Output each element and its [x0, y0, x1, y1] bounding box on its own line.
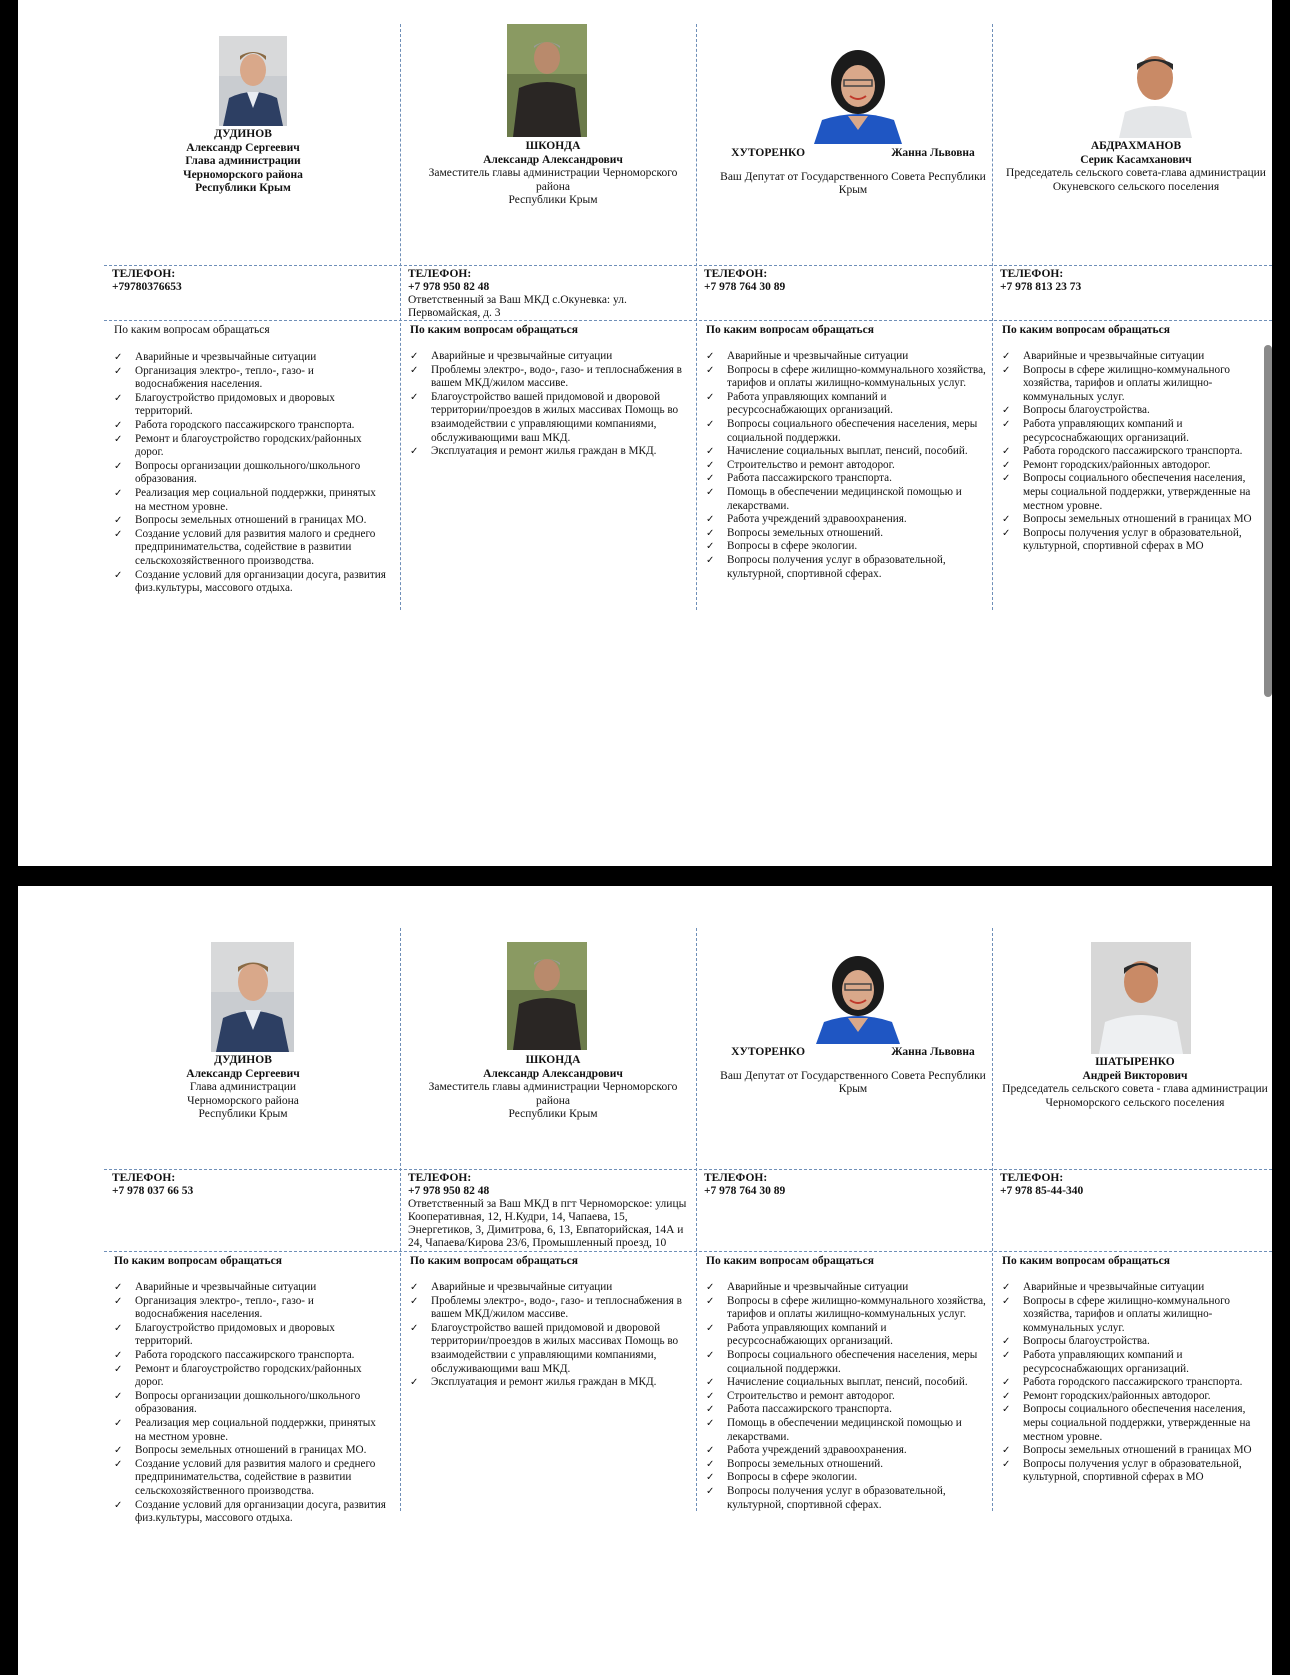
list-item: ✓ Начисление социальных выплат, пенсий, пособий.	[706, 445, 968, 458]
check-icon: ✓	[1002, 1377, 1011, 1389]
questions-list	[706, 1281, 986, 1512]
check-icon: ✓	[706, 351, 715, 362]
phone-label: ТЕЛЕФОН:	[408, 1172, 472, 1184]
list-item: ✓ Аварийные и чрезвычайные ситуации	[114, 1281, 317, 1293]
check-icon: ✓	[706, 1295, 715, 1307]
check-icon: ✓	[1002, 514, 1011, 526]
check-icon: ✓	[114, 392, 123, 404]
list-item: ✓ Вопросы организации дошкольного/школьного образования.	[114, 1389, 361, 1416]
list-item: ✓ Работа учреждений здравоохранения.	[706, 1444, 907, 1457]
person-surname: ШАТЫРЕНКО	[1095, 1056, 1175, 1068]
list-item: ✓ Работа управляющих компаний и ресурсоснабжающих организаций.	[706, 1321, 893, 1348]
check-icon: ✓	[706, 1349, 715, 1361]
check-icon: ✓	[114, 528, 123, 540]
check-icon: ✓	[706, 554, 715, 566]
person-surname: ДУДИНОВ	[214, 1054, 272, 1066]
check-icon: ✓	[114, 569, 123, 581]
questions-list	[1002, 350, 1272, 554]
questions-title: По каким вопросам обращаться	[410, 324, 578, 336]
phone-number[interactable]: +7 978 85-44-340	[1000, 1185, 1084, 1197]
questions-title: По каким вопросам обращаться	[114, 1255, 282, 1267]
list-item: ✓ Работа городского пассажирского транспорта.	[114, 1348, 355, 1361]
phone-number[interactable]: +79780376653	[112, 281, 182, 293]
check-icon: ✓	[1002, 527, 1011, 539]
list-item: ✓ Создание условий для развития малого и среднего предпринимательства, содействие в развитии сельскохозяйственного производства.	[114, 1457, 376, 1497]
row-divider	[104, 1169, 1272, 1170]
list-item: ✓ Вопросы в сфере жилищно-коммунального хозяйства, тарифов и оплаты жилищно-коммунальных услуг.	[706, 1294, 986, 1321]
check-icon: ✓	[410, 1282, 419, 1293]
person-position: Заместитель главы администрации Черноморского района	[428, 167, 678, 193]
phone-label: ТЕЛЕФОН:	[1000, 268, 1064, 280]
person-surname: ШКОНДА	[525, 140, 581, 152]
person-heading	[108, 1054, 378, 1122]
check-icon: ✓	[114, 1499, 123, 1511]
list-item: ✓ Создание условий для организации досуга, развития физ.культуры, массового отдыха.	[114, 1498, 386, 1525]
questions-title: По каким вопросам обращаться	[114, 324, 270, 336]
check-icon: ✓	[706, 446, 715, 458]
check-icon: ✓	[1002, 1458, 1011, 1470]
list-item: ✓ Вопросы в сфере экологии.	[706, 1471, 858, 1484]
portrait-photo	[507, 24, 587, 137]
check-icon: ✓	[706, 364, 715, 376]
check-icon: ✓	[706, 1377, 715, 1389]
person-position: Черноморского района	[187, 1094, 299, 1107]
list-item: ✓ Благоустройство придомовых и дворовых территорий.	[114, 391, 335, 418]
list-item: ✓ Вопросы земельных отношений в границах МО	[1002, 1444, 1252, 1457]
portrait-photo	[808, 38, 908, 144]
check-icon: ✓	[410, 1377, 419, 1389]
portrait-photo	[810, 946, 906, 1044]
person-name: ХУТОРЕНКО Жанна Львовна	[731, 147, 975, 159]
list-item: ✓ Благоустройство вашей придомовой и дворовой территории/проездов в жилых массивах Помощь во взаимодействии с управляющими компаниями, обслуживающими ваш МКД.	[410, 390, 679, 444]
list-item: ✓ Вопросы земельных отношений.	[706, 1457, 884, 1470]
check-icon: ✓	[1002, 1349, 1011, 1361]
questions-list	[410, 1281, 690, 1390]
list-item: ✓ Благоустройство вашей придомовой и дворовой территории/проездов в жилых массивах Помощь во взаимодействии с управляющими компаниями, обслуживающими ваш МКД.	[410, 1321, 679, 1375]
phone-label: ТЕЛЕФОН:	[112, 1172, 176, 1184]
list-item: ✓ Вопросы благоустройства.	[1002, 404, 1150, 417]
list-item: ✓ Аварийные и чрезвычайные ситуации	[706, 350, 909, 362]
portrait-photo	[211, 942, 294, 1052]
row-divider	[104, 320, 1272, 321]
person-name: Александр Сергеевич	[186, 141, 300, 154]
column-divider	[400, 928, 401, 1511]
document-page-2	[18, 886, 1272, 1675]
list-item: ✓ Вопросы социального обеспечения населения, меры социальной поддержки, утвержденные на местном уровне.	[1002, 1403, 1251, 1443]
person-surname: АБДРАХМАНОВ	[1090, 140, 1182, 152]
check-icon: ✓	[706, 541, 715, 553]
phone-block	[408, 268, 688, 320]
person-heading	[708, 1046, 998, 1097]
list-item: ✓ Вопросы получения услуг в образовательной, культурной, спортивной сферах.	[706, 1484, 946, 1511]
list-item: ✓ Создание условий для организации досуга, развития физ.культуры, массового отдыха.	[114, 568, 386, 595]
questions-list	[114, 351, 386, 596]
person-name: Андрей Викторович	[1082, 1069, 1188, 1082]
check-icon: ✓	[114, 1390, 123, 1402]
person-position: Республики Крым	[198, 1108, 288, 1120]
list-item: ✓ Ремонт городских/районных автодорог.	[1002, 458, 1211, 471]
check-icon: ✓	[114, 1458, 123, 1470]
questions-list	[706, 350, 986, 581]
check-icon: ✓	[114, 460, 123, 472]
list-item: ✓ Вопросы социального обеспечения населения, меры социальной поддержки, утвержденные на местном уровне.	[1002, 472, 1251, 512]
list-item: ✓ Аварийные и чрезвычайные ситуации	[1002, 350, 1205, 362]
list-item: ✓ Вопросы в сфере жилищно-коммунального хозяйства, тарифов и оплаты жилищно-коммунальных услуг.	[1002, 1294, 1230, 1334]
questions-list	[410, 350, 690, 459]
person-name: Александр Александрович	[483, 153, 623, 166]
person-position: Глава администрации	[185, 155, 301, 167]
person-heading	[418, 1054, 688, 1122]
check-icon: ✓	[114, 365, 123, 377]
list-item: ✓ Реализация мер социальной поддержки, принятых на местном уровне.	[114, 1416, 376, 1443]
column-divider	[992, 928, 993, 1511]
portrait-photo	[507, 942, 587, 1050]
person-position: Заместитель главы администрации Черноморского района	[428, 1081, 678, 1107]
phone-label: ТЕЛЕФОН:	[704, 268, 768, 280]
check-icon: ✓	[706, 391, 715, 403]
check-icon: ✓	[706, 418, 715, 430]
person-position: Республики Крым	[508, 1108, 598, 1120]
check-icon: ✓	[1002, 1282, 1011, 1293]
phone-number[interactable]: +7 978 950 82 48	[408, 281, 490, 293]
list-item: ✓ Работа управляющих компаний и ресурсоснабжающих организаций.	[1002, 1348, 1189, 1375]
list-item: ✓ Работа пассажирского транспорта.	[706, 1403, 892, 1416]
check-icon: ✓	[114, 515, 123, 527]
list-item: ✓ Работа управляющих компаний и ресурсоснабжающих организаций.	[706, 390, 893, 417]
portrait-photo	[1091, 942, 1191, 1054]
check-icon: ✓	[706, 1472, 715, 1484]
person-position: Председатель сельского совета-глава администрации Окуневского сельского поселения	[1006, 167, 1266, 193]
row-divider	[104, 265, 1272, 266]
check-icon: ✓	[114, 1322, 123, 1334]
list-item: ✓ Помощь в обеспечении медицинской помощью и лекарствами.	[706, 485, 962, 512]
questions-title: По каким вопросам обращаться	[706, 1255, 874, 1267]
portrait-photo	[1115, 42, 1196, 138]
list-item: ✓ Вопросы земельных отношений в границах МО	[1002, 513, 1252, 526]
person-position: Председатель сельского совета - глава администрации Черноморского сельского поселения	[1002, 1083, 1268, 1109]
phone-label: ТЕЛЕФОН:	[112, 268, 176, 280]
check-icon: ✓	[1002, 418, 1011, 430]
list-item: ✓ Аварийные и чрезвычайные ситуации	[1002, 1281, 1205, 1293]
check-icon: ✓	[114, 1295, 123, 1307]
check-icon: ✓	[706, 1485, 715, 1497]
person-heading	[418, 140, 688, 208]
check-icon: ✓	[114, 1417, 123, 1429]
list-item: ✓ Вопросы получения услуг в образовательной, культурной, спортивной сферах в МО	[1002, 1457, 1242, 1484]
check-icon: ✓	[1002, 459, 1011, 471]
scrollbar-thumb[interactable]	[1264, 345, 1272, 697]
list-item: ✓ Ремонт и благоустройство городских/районных дорог.	[114, 432, 362, 459]
phone-block	[408, 1172, 696, 1250]
phone-block	[1000, 268, 1270, 294]
person-position: Республики Крым	[195, 182, 291, 194]
phone-number[interactable]: +7 978 764 30 89	[704, 1185, 786, 1197]
check-icon: ✓	[706, 1417, 715, 1429]
person-position: Ваш Депутат от Государственного Совета Республики Крым	[720, 1069, 986, 1095]
list-item: ✓ Работа городского пассажирского транспорта.	[114, 418, 355, 431]
phone-number[interactable]: +7 978 813 23 73	[1000, 281, 1082, 293]
check-icon: ✓	[410, 351, 419, 362]
person-position: Глава администрации	[189, 1081, 297, 1093]
list-item: ✓ Реализация мер социальной поддержки, принятых на местном уровне.	[114, 486, 376, 513]
spacer	[708, 1060, 998, 1070]
check-icon: ✓	[410, 364, 419, 376]
check-icon: ✓	[706, 1445, 715, 1457]
phone-label: ТЕЛЕФОН:	[1000, 1172, 1064, 1184]
check-icon: ✓	[114, 433, 123, 445]
check-icon: ✓	[114, 1349, 123, 1361]
list-item: ✓ Работа городского пассажирского транспорта.	[1002, 1376, 1243, 1389]
phone-block	[112, 1172, 392, 1198]
check-icon: ✓	[706, 459, 715, 471]
check-icon: ✓	[1002, 1445, 1011, 1457]
phone-block	[112, 268, 392, 294]
person-position: Республики Крым	[508, 194, 598, 206]
person-name: Александр Александрович	[483, 1067, 623, 1080]
check-icon: ✓	[706, 473, 715, 485]
list-item: ✓ Работа управляющих компаний и ресурсоснабжающих организаций.	[1002, 417, 1189, 444]
list-item: ✓ Вопросы в сфере экологии.	[706, 540, 858, 553]
phone-label: ТЕЛЕФОН:	[704, 1172, 768, 1184]
list-item: ✓ Ремонт и благоустройство городских/районных дорог.	[114, 1362, 362, 1389]
check-icon: ✓	[114, 352, 123, 363]
list-item: ✓ Вопросы благоустройства.	[1002, 1335, 1150, 1348]
list-item: ✓ Строительство и ремонт автодорог.	[706, 1389, 895, 1402]
check-icon: ✓	[410, 1322, 419, 1334]
list-item: ✓ Благоустройство придомовых и дворовых территорий.	[114, 1321, 335, 1348]
person-name: Александр Сергеевич	[186, 1067, 300, 1080]
check-icon: ✓	[1002, 351, 1011, 362]
check-icon: ✓	[706, 514, 715, 526]
phone-label: ТЕЛЕФОН:	[408, 268, 472, 280]
list-item: ✓ Аварийные и чрезвычайные ситуации	[410, 350, 613, 362]
check-icon: ✓	[706, 527, 715, 539]
list-item: ✓ Проблемы электро-, водо-, газо- и теплоснабжения в вашем МКД/жилом массиве.	[410, 363, 682, 390]
list-item: ✓ Проблемы электро-, водо-, газо- и теплоснабжения в вашем МКД/жилом массиве.	[410, 1294, 682, 1321]
questions-title: По каким вопросам обращаться	[1002, 324, 1170, 336]
list-item: ✓ Вопросы в сфере жилищно-коммунального хозяйства, тарифов и оплаты жилищно-коммунальных услуг.	[706, 363, 986, 390]
check-icon: ✓	[114, 1445, 123, 1457]
check-icon: ✓	[1002, 1295, 1011, 1307]
check-icon: ✓	[706, 1282, 715, 1293]
check-icon: ✓	[1002, 405, 1011, 417]
check-icon: ✓	[410, 1295, 419, 1307]
phone-number[interactable]: +7 978 950 82 48	[408, 1185, 490, 1197]
phone-number[interactable]: +7 978 764 30 89	[704, 281, 786, 293]
phone-number[interactable]: +7 978 037 66 53	[112, 1185, 194, 1197]
person-name: Серик Касамханович	[1080, 153, 1192, 166]
document-page-1	[18, 0, 1272, 866]
check-icon: ✓	[410, 446, 419, 458]
list-item: ✓ Вопросы организации дошкольного/школьного образования.	[114, 459, 361, 486]
list-item: ✓ Работа учреждений здравоохранения.	[706, 513, 907, 526]
list-item: ✓ Организация электро-, тепло-, газо- и водоснабжения населения.	[114, 1294, 314, 1321]
check-icon: ✓	[706, 1390, 715, 1402]
person-heading	[998, 1056, 1272, 1110]
person-surname: ШКОНДА	[525, 1054, 581, 1066]
check-icon: ✓	[114, 1282, 123, 1293]
check-icon: ✓	[1002, 1336, 1011, 1348]
check-icon: ✓	[706, 1404, 715, 1416]
list-item: ✓ Работа пассажирского транспорта.	[706, 472, 892, 485]
list-item: ✓ Вопросы социального обеспечения населения, меры социальной поддержки.	[706, 417, 978, 444]
check-icon: ✓	[1002, 446, 1011, 458]
list-item: ✓ Вопросы земельных отношений.	[706, 526, 884, 539]
list-item: ✓ Вопросы получения услуг в образовательной, культурной, спортивной сферах.	[706, 553, 946, 580]
row-divider	[104, 1251, 1272, 1252]
person-heading	[108, 128, 378, 196]
check-icon: ✓	[114, 1363, 123, 1375]
column-divider	[400, 24, 401, 610]
list-item: ✓ Ремонт городских/районных автодорог.	[1002, 1389, 1211, 1402]
list-item: ✓ Вопросы социального обеспечения населения, меры социальной поддержки.	[706, 1348, 978, 1375]
questions-title: По каким вопросам обращаться	[1002, 1255, 1170, 1267]
phone-block	[1000, 1172, 1270, 1198]
responsible-note: Ответственный за Ваш МКД с.Окуневка: ул. Первомайская, д. 3	[408, 294, 627, 319]
list-item: ✓ Вопросы земельных отношений в границах МО.	[114, 514, 367, 527]
list-item: ✓ Вопросы получения услуг в образовательной, культурной, спортивной сферах в МО	[1002, 526, 1242, 553]
questions-title: По каким вопросам обращаться	[410, 1255, 578, 1267]
questions-title: По каким вопросам обращаться	[706, 324, 874, 336]
list-item: ✓ Строительство и ремонт автодорог.	[706, 458, 895, 471]
list-item: ✓ Эксплуатация и ремонт жилья граждан в МКД.	[410, 1376, 657, 1389]
column-divider	[696, 928, 697, 1511]
person-position: Черноморского района	[183, 168, 303, 181]
list-item: ✓ Вопросы в сфере жилищно-коммунального хозяйства, тарифов и оплаты жилищно-коммунальных услуг.	[1002, 363, 1230, 403]
check-icon: ✓	[410, 391, 419, 403]
check-icon: ✓	[114, 419, 123, 431]
questions-list	[1002, 1281, 1272, 1485]
person-heading	[708, 147, 998, 198]
person-position: Ваш Депутат от Государственного Совета Республики Крым	[720, 170, 986, 196]
responsible-note: Ответственный за Ваш МКД в пгт Черноморское: улицы Кооперативная, 12, Н.Кудри, 14, Чапаева, 15, Энергетиков, 3, Димитрова, 6, 13, Евпаторийская, 14А и 24, Чапаева/Кирова 23/6, Промышленный проезд, 10	[408, 1198, 687, 1249]
check-icon: ✓	[1002, 1404, 1011, 1416]
portrait-photo	[219, 36, 287, 126]
list-item: ✓ Эксплуатация и ремонт жилья граждан в МКД.	[410, 445, 657, 458]
person-surname: ДУДИНОВ	[214, 128, 272, 140]
spacer	[708, 161, 998, 171]
person-name: ХУТОРЕНКО Жанна Львовна	[731, 1046, 975, 1058]
check-icon: ✓	[1002, 1390, 1011, 1402]
list-item: ✓ Помощь в обеспечении медицинской помощью и лекарствами.	[706, 1416, 962, 1443]
column-divider	[696, 24, 697, 610]
check-icon: ✓	[706, 1322, 715, 1334]
column-divider	[992, 24, 993, 610]
check-icon: ✓	[706, 486, 715, 498]
list-item: ✓ Начисление социальных выплат, пенсий, пособий.	[706, 1376, 968, 1389]
check-icon: ✓	[706, 1458, 715, 1470]
list-item: ✓ Работа городского пассажирского транспорта.	[1002, 445, 1243, 458]
list-item: ✓ Создание условий для развития малого и среднего предпринимательства, содействие в развитии сельскохозяйственного производства.	[114, 527, 376, 567]
list-item: ✓ Вопросы земельных отношений в границах МО.	[114, 1444, 367, 1457]
list-item: ✓ Организация электро-, тепло-, газо- и водоснабжения населения.	[114, 364, 314, 391]
list-item: ✓ Аварийные и чрезвычайные ситуации	[706, 1281, 909, 1293]
phone-block	[704, 1172, 984, 1198]
check-icon: ✓	[1002, 364, 1011, 376]
questions-list	[114, 1281, 386, 1526]
list-item: ✓ Аварийные и чрезвычайные ситуации	[410, 1281, 613, 1293]
list-item: ✓ Аварийные и чрезвычайные ситуации	[114, 351, 317, 363]
check-icon: ✓	[114, 487, 123, 499]
person-heading	[1000, 140, 1272, 194]
phone-block	[704, 268, 984, 294]
check-icon: ✓	[1002, 473, 1011, 485]
